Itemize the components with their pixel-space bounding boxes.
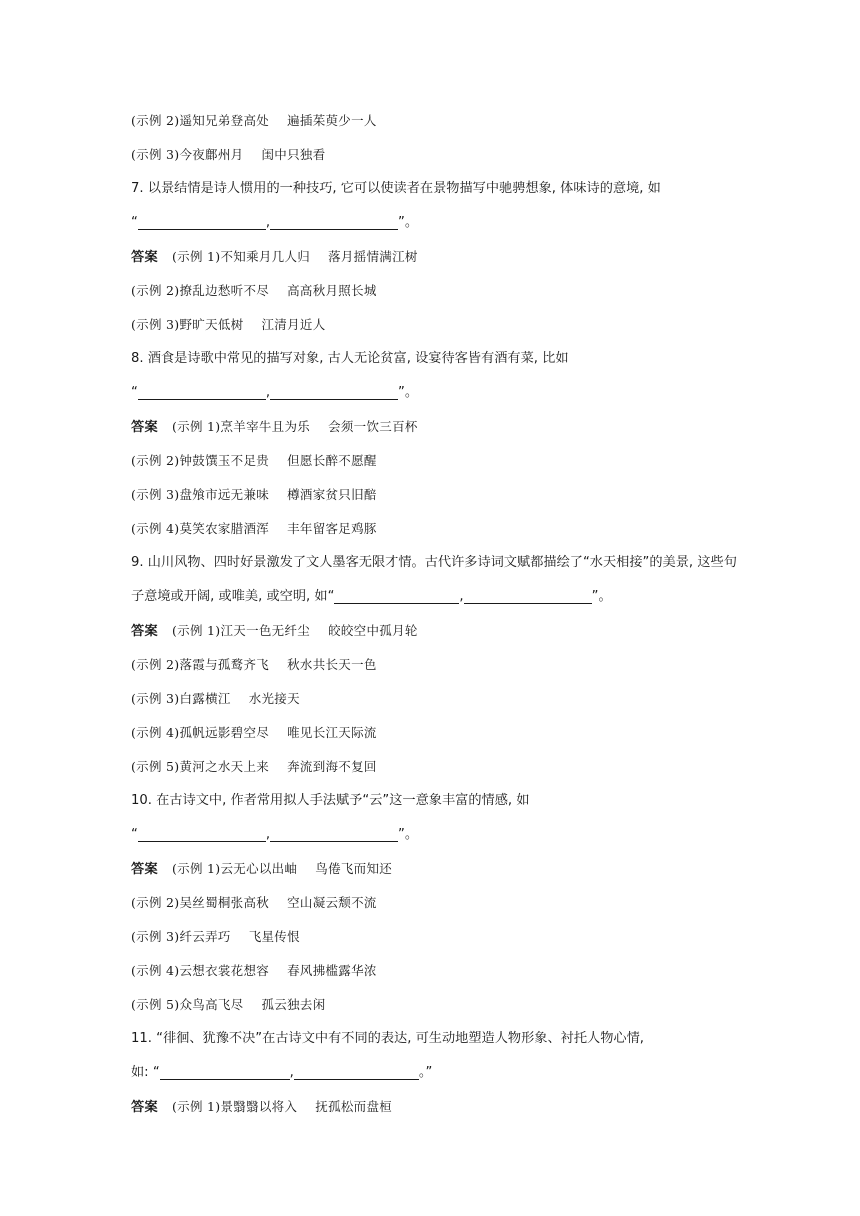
example-tag: (示例 3) — [131, 487, 180, 502]
comma: , — [265, 215, 271, 230]
example-tag: (示例 5) — [131, 997, 180, 1012]
verse-b: 水光接天 — [248, 691, 300, 706]
verse-a: 景翳翳以将入 — [220, 1099, 298, 1114]
question-10: 10. 在古诗文中, 作者常用拟人手法赋予“云”这一意象丰富的情感, 如 — [131, 793, 530, 808]
verse-b: 高高秋月照长城 — [287, 283, 377, 298]
verse-a: 云无心以出岫 — [220, 861, 298, 876]
answer-label: 答案 — [131, 250, 158, 265]
question-11-blanks — [131, 1060, 731, 1094]
example-tag: (示例 1) — [171, 249, 221, 264]
verse-a: 莫笑农家腊酒浑 — [179, 521, 270, 536]
verse-a: 盘飧市远无兼味 — [179, 487, 270, 502]
answer-example-line — [131, 516, 731, 550]
answer-example-line — [131, 686, 731, 720]
verse-a: 落霞与孤鹜齐飞 — [179, 657, 270, 672]
verse-b: 空山凝云颓不流 — [287, 895, 377, 910]
verse-b: 鸟倦飞而知还 — [315, 861, 393, 876]
answer-example-line — [131, 992, 731, 1026]
verse-b: 皎皎空中孤月轮 — [328, 623, 418, 638]
comma: , — [459, 589, 464, 604]
verse-a: 今夜鄜州月 — [179, 147, 244, 162]
verse-b: 遍插茱萸少一人 — [287, 113, 377, 128]
question-9-blanks — [131, 584, 731, 618]
verse-b: 落月摇情满江树 — [328, 249, 418, 264]
open-quote: “ — [131, 215, 138, 230]
verse-a: 孤帆远影碧空尽 — [179, 725, 270, 740]
answer-example-line — [131, 312, 731, 346]
verse-a: 野旷天低树 — [179, 317, 244, 332]
answer-example-line — [131, 720, 731, 754]
fill-blank-2 — [294, 1064, 419, 1080]
close-quote: ”。 — [398, 215, 419, 230]
verse-a: 黄河之水天上来 — [179, 759, 270, 774]
answer-label: 答案 — [131, 624, 158, 639]
answer-example-line — [131, 754, 731, 788]
verse-a: 钟鼓馔玉不足贵 — [179, 453, 270, 468]
answer-example-line — [131, 142, 731, 176]
question-10-blanks — [131, 822, 731, 856]
verse-a: 纤云弄巧 — [179, 929, 231, 944]
example-tag: (示例 2) — [131, 283, 180, 298]
verse-a: 白露横江 — [179, 691, 231, 706]
example-tag: (示例 4) — [131, 963, 180, 978]
verse-b: 抚孤松而盘桓 — [315, 1099, 393, 1114]
answer-example-line — [131, 244, 731, 278]
example-tag: (示例 3) — [131, 317, 180, 332]
fill-blank-1 — [138, 384, 266, 400]
verse-b: 江清月近人 — [261, 317, 326, 332]
verse-a: 撩乱边愁听不尽 — [179, 283, 270, 298]
verse-b: 樽酒家贫只旧醅 — [287, 487, 377, 502]
verse-a: 江天一色无纤尘 — [220, 623, 311, 638]
fill-blank-2 — [464, 588, 592, 604]
question-11-continuation: 如: “ — [131, 1065, 160, 1080]
comma: , — [265, 827, 271, 842]
answer-example-line — [131, 482, 731, 516]
example-tag: (示例 1) — [171, 419, 221, 434]
open-quote: “ — [131, 385, 138, 400]
fill-blank-1 — [334, 588, 459, 604]
answer-example-line — [131, 924, 731, 958]
content-column — [131, 108, 737, 1128]
close-quote: ”。 — [398, 827, 419, 842]
verse-a: 不知乘月几人归 — [220, 249, 311, 264]
answer-example-line — [131, 652, 731, 686]
example-tag: (示例 1) — [171, 623, 221, 638]
verse-b: 但愿长醉不愿醒 — [287, 453, 377, 468]
fill-blank-1 — [138, 214, 266, 230]
example-tag: (示例 1) — [171, 1099, 221, 1114]
answer-example-line — [131, 618, 731, 652]
example-tag: (示例 2) — [131, 453, 180, 468]
answer-example-line — [131, 856, 731, 890]
fill-blank-2 — [270, 826, 398, 842]
example-tag: (示例 5) — [131, 759, 180, 774]
question-7-blanks — [131, 210, 731, 244]
verse-b: 唯见长江天际流 — [287, 725, 377, 740]
question-9-continuation: 子意境或开阔, 或唯美, 或空明, 如“ — [131, 589, 335, 604]
example-tag: (示例 3) — [131, 147, 180, 162]
verse-b: 秋水共长天一色 — [287, 657, 377, 672]
comma: , — [265, 385, 271, 400]
example-tag: (示例 2) — [131, 895, 180, 910]
example-tag: (示例 4) — [131, 521, 180, 536]
verse-a: 吴丝蜀桐张高秋 — [179, 895, 270, 910]
example-tag: (示例 2) — [131, 657, 180, 672]
open-quote: “ — [131, 827, 138, 842]
answer-example-line — [131, 414, 731, 448]
question-9: 9. 山川风物、四时好景激发了文人墨客无限才情。古代许多诗词文赋都描绘了“水天相接”的美景, 这些句 — [131, 555, 737, 570]
question-8-blanks — [131, 380, 731, 414]
verse-b: 孤云独去闲 — [261, 997, 326, 1012]
fill-blank-1 — [138, 826, 266, 842]
verse-a: 众鸟高飞尽 — [179, 997, 244, 1012]
answer-example-line — [131, 890, 731, 924]
verse-a: 烹羊宰牛且为乐 — [220, 419, 311, 434]
close-quote: ”。 — [591, 589, 612, 604]
verse-b: 奔流到海不复回 — [287, 759, 377, 774]
fill-blank-1 — [160, 1064, 290, 1080]
example-tag: (示例 2) — [131, 113, 180, 128]
answer-example-line — [131, 448, 731, 482]
example-tag: (示例 4) — [131, 725, 180, 740]
question-11: 11. “徘徊、犹豫不决”在古诗文中有不同的表达, 可生动地塑造人物形象、衬托人物心情, — [131, 1031, 644, 1046]
fill-blank-2 — [270, 214, 398, 230]
question-7: 7. 以景结情是诗人惯用的一种技巧, 它可以使读者在景物描写中驰骋想象, 体味诗的意境, 如 — [131, 181, 661, 196]
verse-b: 闺中只独看 — [261, 147, 326, 162]
verse-b: 春风拂槛露华浓 — [287, 963, 377, 978]
answer-example-line — [131, 958, 731, 992]
close-quote: ”。 — [398, 385, 419, 400]
verse-b: 会须一饮三百杯 — [328, 419, 418, 434]
fill-blank-2 — [270, 384, 398, 400]
verse-b: 飞星传恨 — [248, 929, 300, 944]
answer-example-line — [131, 108, 731, 142]
verse-b: 丰年留客足鸡豚 — [287, 521, 377, 536]
question-8: 8. 酒食是诗歌中常见的描写对象, 古人无论贫富, 设宴待客皆有酒有菜, 比如 — [131, 351, 569, 366]
close-quote: 。” — [418, 1065, 433, 1080]
answer-example-line — [131, 1094, 731, 1128]
answer-label: 答案 — [131, 1100, 158, 1115]
answer-label: 答案 — [131, 420, 158, 435]
answer-example-line — [131, 278, 731, 312]
verse-a: 遥知兄弟登高处 — [179, 113, 270, 128]
comma: , — [289, 1065, 294, 1080]
answer-label: 答案 — [131, 862, 158, 877]
example-tag: (示例 3) — [131, 691, 180, 706]
example-tag: (示例 1) — [171, 861, 221, 876]
verse-a: 云想衣裳花想容 — [179, 963, 270, 978]
example-tag: (示例 3) — [131, 929, 180, 944]
